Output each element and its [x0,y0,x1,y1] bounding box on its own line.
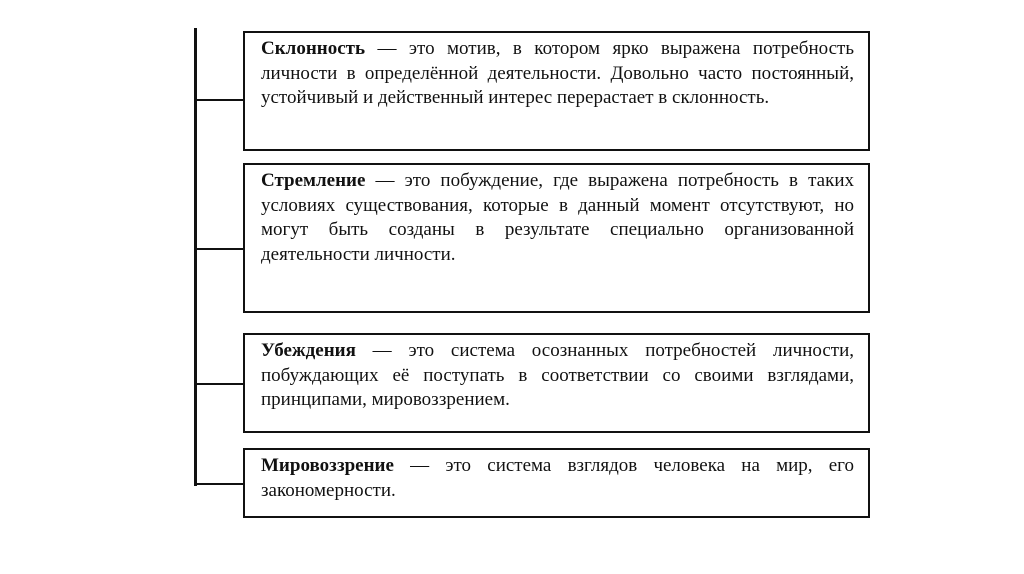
connector-line-3 [194,383,243,385]
definition-box-2 [243,163,870,313]
definition-box-3 [243,333,870,433]
definition-term: Мировоззрение [261,455,394,476]
definition-text: — это система осознанных потребностей личности, побуждающих её поступать в соответствии со своими взглядами, принципами, мировоззрением. [261,340,854,410]
connector-line-1 [194,99,243,101]
definition-term: Стремление [261,170,366,191]
definition-box-4 [243,448,870,518]
definition-text: — это мотив, в котором ярко выражена потребность личности в определённой деятельности. Довольно часто постоянный, устойчивый и действенный интерес перерастает в склонность. [261,38,854,108]
connector-line-2 [194,248,243,250]
definition-box-1 [243,31,870,151]
definition-text: — это система взглядов человека на мир, его закономерности. [261,455,854,501]
definition-text: — это побуждение, где выражена потребность в таких условиях существования, которые в данный момент отсутствуют, но могут быть созданы в результате специально организованной деятельности личности. [261,170,854,265]
connector-line-4 [194,483,243,485]
definition-term: Склонность [261,38,366,59]
tree-spine-line [194,28,197,486]
definition-term: Убеждения [261,340,356,361]
